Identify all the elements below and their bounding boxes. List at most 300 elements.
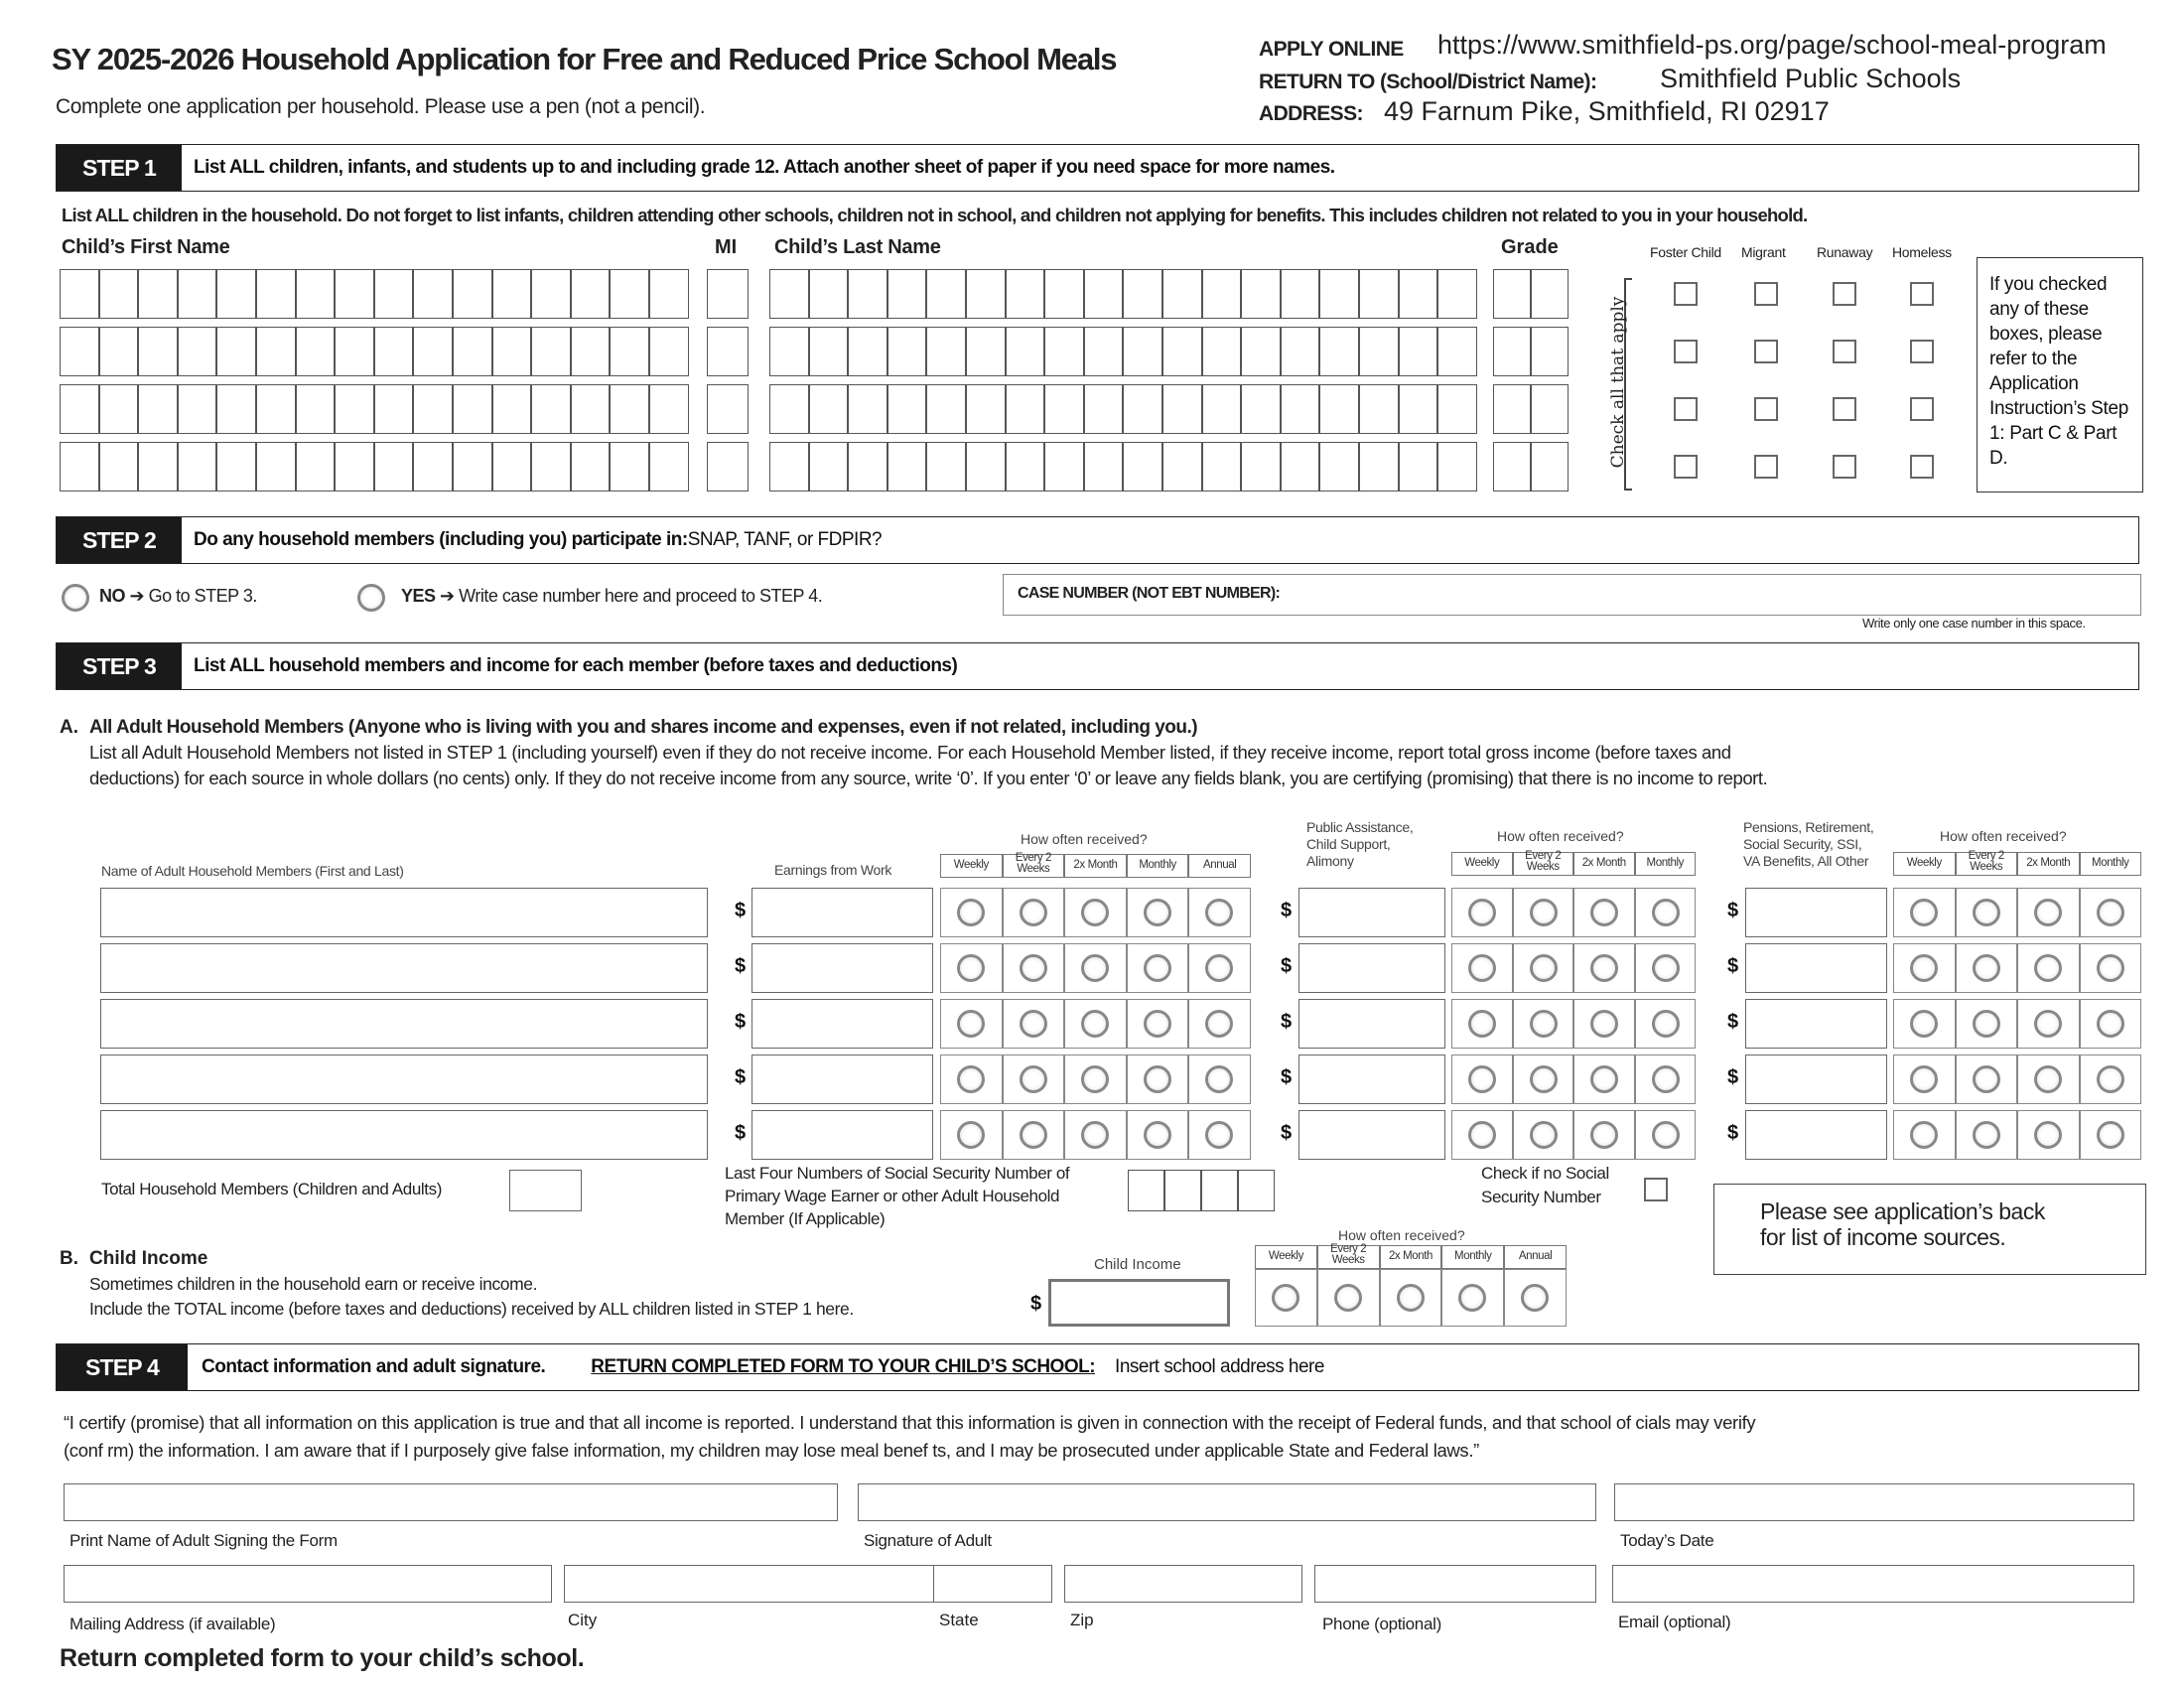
pensions-input[interactable] (1745, 943, 1887, 993)
child-last-name-cell[interactable] (1399, 384, 1438, 434)
child-last-name-cell[interactable] (1241, 442, 1281, 492)
child-first-name-cell[interactable] (610, 269, 649, 319)
child-last-name-cell[interactable] (1399, 442, 1438, 492)
child-first-name-cell[interactable] (649, 269, 689, 319)
child-income-frequency-radio[interactable] (1272, 1284, 1299, 1312)
child-first-name-cell[interactable] (178, 442, 217, 492)
child-first-name-cell[interactable] (492, 269, 532, 319)
work-freq-header (1188, 854, 1251, 878)
child-last-name-cell[interactable] (809, 327, 849, 376)
child-first-name-cell[interactable] (413, 327, 453, 376)
pensions-frequency-radio[interactable] (2034, 899, 2062, 926)
child-first-name-cell[interactable] (413, 442, 453, 492)
child-first-name-cell[interactable] (374, 384, 414, 434)
earnings-frequency-radio[interactable] (1020, 1010, 1047, 1038)
child-first-name-cell[interactable] (99, 327, 139, 376)
adult-name-input[interactable] (100, 1110, 708, 1160)
address-label: ADDRESS: (1259, 102, 1363, 125)
child-first-name-cell[interactable] (256, 327, 296, 376)
child-last-name-cell[interactable] (769, 442, 809, 492)
certify-text-2: (conf rm) the information. I am aware that if I purposely give false information, my children may lose meal benef ts, and I may be prosecuted under applicable State and Federal laws.” (64, 1440, 1479, 1461)
snap-no-label (99, 586, 257, 607)
step3-tag: STEP 3 (57, 643, 182, 689)
apply-online-url[interactable]: https://www.smithfield-ps.org/page/school-meal-program (1437, 30, 2107, 60)
child-mi-cell[interactable] (707, 327, 749, 376)
child-first-name-cell[interactable] (216, 327, 256, 376)
earnings-frequency-radio[interactable] (1144, 1065, 1171, 1093)
child-first-name-cell[interactable] (60, 269, 99, 319)
pensions-frequency-radio[interactable] (1910, 954, 1938, 982)
child-first-name-cell[interactable] (531, 384, 571, 434)
adult-name-input[interactable] (100, 999, 708, 1049)
pensions-frequency-radio[interactable] (2097, 1065, 2124, 1093)
snap-yes-label (401, 586, 822, 607)
foster-child-checkbox[interactable] (1674, 455, 1698, 479)
earnings-frequency-radio[interactable] (1144, 954, 1171, 982)
child-grade-cell[interactable] (1493, 442, 1531, 492)
child-first-name-cell[interactable] (138, 327, 178, 376)
child-first-name-cell[interactable] (571, 269, 611, 319)
child-first-name-cell[interactable] (138, 269, 178, 319)
mailing-address-input[interactable] (64, 1565, 552, 1603)
child-first-name-cell[interactable] (256, 269, 296, 319)
child-last-name-cell[interactable] (1241, 327, 1281, 376)
child-first-name-cell[interactable] (571, 442, 611, 492)
child-first-name-cell[interactable] (216, 384, 256, 434)
child-last-name-cell[interactable] (1084, 269, 1124, 319)
pensions-frequency-radio[interactable] (2097, 954, 2124, 982)
child-last-name-cell[interactable] (1319, 327, 1359, 376)
child-last-name-cell[interactable] (1044, 327, 1084, 376)
runaway-checkbox[interactable] (1833, 455, 1856, 479)
child-last-name-cell[interactable] (1044, 442, 1084, 492)
child-grade-cell[interactable] (1493, 269, 1531, 319)
child-first-name-cell[interactable] (99, 442, 139, 492)
public-dollar: $ (1281, 900, 1293, 921)
child-last-name-cell[interactable] (848, 384, 887, 434)
earnings-frequency-radio[interactable] (957, 954, 985, 982)
child-last-name-cell[interactable] (1241, 269, 1281, 319)
child-last-name-cell[interactable] (887, 327, 927, 376)
public-assistance-input[interactable] (1298, 943, 1445, 993)
child-income-frequency-radio[interactable] (1397, 1284, 1425, 1312)
child-income-frequency-radio[interactable] (1521, 1284, 1549, 1312)
runaway-checkbox[interactable] (1833, 340, 1856, 363)
child-last-name-cell[interactable] (1044, 269, 1084, 319)
public-frequency-radio[interactable] (1652, 1065, 1680, 1093)
child-first-name-cell[interactable] (335, 384, 374, 434)
child-first-name-cell[interactable] (610, 327, 649, 376)
child-first-name-cell[interactable] (335, 442, 374, 492)
public-assistance-input[interactable] (1298, 999, 1445, 1049)
see-back-line-1: Please see application’s back (1760, 1198, 2045, 1224)
child-last-name-cell[interactable] (1084, 442, 1124, 492)
public-frequency-radio[interactable] (1652, 954, 1680, 982)
public-frequency-radio[interactable] (1590, 899, 1618, 926)
child-last-name-cell[interactable] (1437, 442, 1477, 492)
pensions-frequency-radio[interactable] (2097, 1121, 2124, 1149)
form-title: SY 2025-2026 Household Application for Free and Reduced Price School Meals (52, 42, 1117, 76)
child-last-name-cell[interactable] (1044, 384, 1084, 434)
public-frequency-radio[interactable] (1590, 1010, 1618, 1038)
step1-bar (56, 144, 2139, 192)
pensions-frequency-radio[interactable] (1973, 899, 2000, 926)
public-dollar: $ (1281, 1011, 1293, 1033)
child-last-name-cell[interactable] (1399, 327, 1438, 376)
child-first-name-cell[interactable] (335, 269, 374, 319)
child-freq-label: Annual (1518, 1250, 1553, 1262)
public-frequency-radio[interactable] (1530, 1010, 1558, 1038)
public-frequency-radio[interactable] (1530, 1121, 1558, 1149)
migrant-checkbox[interactable] (1754, 455, 1778, 479)
pensions-frequency-radio[interactable] (1910, 1121, 1938, 1149)
state-input[interactable] (933, 1565, 1052, 1603)
earnings-input[interactable] (751, 888, 933, 937)
adult-name-input[interactable] (100, 888, 708, 937)
child-last-name-cell[interactable] (1202, 442, 1242, 492)
child-last-name-cell[interactable] (769, 327, 809, 376)
public-freq-header (1635, 852, 1697, 876)
homeless-checkbox[interactable] (1910, 282, 1934, 306)
pensions-input[interactable] (1745, 1110, 1887, 1160)
public-frequency-radio[interactable] (1590, 954, 1618, 982)
child-last-name-cell[interactable] (887, 384, 927, 434)
child-last-name-cell[interactable] (1123, 384, 1162, 434)
child-last-name-cell[interactable] (1281, 327, 1320, 376)
signature-input[interactable] (858, 1483, 1596, 1521)
child-freq-header (1504, 1245, 1567, 1269)
public-frequency-radio[interactable] (1468, 1065, 1496, 1093)
child-first-name-cell[interactable] (138, 442, 178, 492)
child-last-name-cell[interactable] (1319, 442, 1359, 492)
child-first-name-cell[interactable] (531, 442, 571, 492)
child-income-frequency-radio[interactable] (1334, 1284, 1362, 1312)
child-first-name-cell[interactable] (178, 269, 217, 319)
step4-return-label: RETURN COMPLETED FORM TO YOUR CHILD’S SCHOOL: (591, 1356, 1096, 1377)
snap-yes-radio[interactable] (357, 584, 385, 612)
public-frequency-radio[interactable] (1530, 1065, 1558, 1093)
child-last-name-cell[interactable] (887, 269, 927, 319)
earnings-frequency-radio[interactable] (1144, 1121, 1171, 1149)
child-last-name-cell[interactable] (1437, 384, 1477, 434)
child-first-name-cell[interactable] (571, 384, 611, 434)
total-members-input[interactable] (509, 1170, 582, 1211)
child-first-name-cell[interactable] (649, 442, 689, 492)
zip-input[interactable] (1064, 1565, 1302, 1603)
child-last-name-cell[interactable] (1437, 327, 1477, 376)
child-last-name-cell[interactable] (1281, 384, 1320, 434)
child-grade-cell[interactable] (1531, 442, 1569, 492)
ssn-digit-1[interactable] (1128, 1170, 1164, 1211)
public-assistance-input[interactable] (1298, 888, 1445, 937)
date-input[interactable] (1614, 1483, 2134, 1521)
child-last-name-cell[interactable] (1359, 269, 1399, 319)
child-last-name-cell[interactable] (1359, 327, 1399, 376)
child-last-name-cell[interactable] (1006, 269, 1045, 319)
pensions-frequency-radio[interactable] (1973, 1121, 2000, 1149)
child-last-name-cell[interactable] (1319, 269, 1359, 319)
child-last-name-cell[interactable] (1162, 442, 1202, 492)
migrant-checkbox[interactable] (1754, 340, 1778, 363)
child-last-name-cell[interactable] (848, 327, 887, 376)
child-first-name-cell[interactable] (610, 442, 649, 492)
pensions-frequency-radio[interactable] (1910, 899, 1938, 926)
child-first-name-cell[interactable] (374, 442, 414, 492)
foster-child-checkbox[interactable] (1674, 282, 1698, 306)
child-first-name-cell[interactable] (571, 327, 611, 376)
child-last-name-cell[interactable] (1359, 384, 1399, 434)
runaway-checkbox[interactable] (1833, 282, 1856, 306)
earnings-frequency-radio[interactable] (1020, 899, 1047, 926)
child-first-name-cell[interactable] (492, 384, 532, 434)
child-grade-cell[interactable] (1493, 384, 1531, 434)
no-ssn-label-2: Security Number (1481, 1188, 1601, 1206)
child-first-name-cell[interactable] (453, 442, 492, 492)
case-number-note: Write only one case number in this space. (1862, 616, 2086, 631)
child-mi-cell[interactable] (707, 442, 749, 492)
earnings-input[interactable] (751, 999, 933, 1049)
city-label: City (568, 1611, 598, 1629)
public-frequency-radio[interactable] (1530, 954, 1558, 982)
child-last-name-cell[interactable] (1084, 384, 1124, 434)
pensions-input[interactable] (1745, 999, 1887, 1049)
phone-input[interactable] (1314, 1565, 1596, 1603)
child-last-name-cell[interactable] (809, 442, 849, 492)
child-last-name-cell[interactable] (966, 269, 1006, 319)
child-first-name-cell[interactable] (453, 384, 492, 434)
no-label: NO (99, 586, 125, 606)
child-income-input[interactable] (1048, 1279, 1230, 1327)
earnings-frequency-radio[interactable] (1081, 1010, 1109, 1038)
public-frequency-radio[interactable] (1652, 1121, 1680, 1149)
child-first-name-cell[interactable] (216, 269, 256, 319)
pensions-frequency-radio[interactable] (1910, 1010, 1938, 1038)
child-last-name-cell[interactable] (1084, 327, 1124, 376)
pensions-frequency-radio[interactable] (2097, 899, 2124, 926)
child-first-name-cell[interactable] (138, 384, 178, 434)
child-last-name-cell[interactable] (848, 442, 887, 492)
child-first-name-cell[interactable] (531, 269, 571, 319)
print-name-input[interactable] (64, 1483, 838, 1521)
foster-child-checkbox[interactable] (1674, 397, 1698, 421)
child-first-name-cell[interactable] (99, 384, 139, 434)
earnings-dollar: $ (735, 1011, 747, 1033)
homeless-checkbox[interactable] (1910, 340, 1934, 363)
public-freq-label: Monthly (1646, 857, 1684, 869)
step2-title (194, 517, 882, 563)
child-grade-cell[interactable] (1531, 269, 1569, 319)
child-first-name-cell[interactable] (178, 384, 217, 434)
pensions-input[interactable] (1745, 1055, 1887, 1104)
child-last-name-cell[interactable] (1006, 442, 1045, 492)
child-last-name-cell[interactable] (966, 442, 1006, 492)
snap-no-radio[interactable] (62, 584, 89, 612)
earnings-frequency-radio[interactable] (1081, 1121, 1109, 1149)
child-first-name-cell[interactable] (60, 384, 99, 434)
child-first-name-cell[interactable] (335, 327, 374, 376)
child-first-name-cell[interactable] (256, 442, 296, 492)
child-last-name-cell[interactable] (966, 327, 1006, 376)
child-first-name-cell[interactable] (178, 327, 217, 376)
public-frequency-radio[interactable] (1590, 1065, 1618, 1093)
earnings-frequency-radio[interactable] (957, 899, 985, 926)
pensions-frequency-radio[interactable] (1973, 1010, 2000, 1038)
child-last-name-cell[interactable] (1281, 269, 1320, 319)
child-last-name-cell[interactable] (809, 269, 849, 319)
child-first-name-cell[interactable] (60, 442, 99, 492)
earnings-frequency-radio[interactable] (1020, 1121, 1047, 1149)
earnings-frequency-radio[interactable] (1081, 954, 1109, 982)
pensions-frequency-radio[interactable] (2034, 954, 2062, 982)
part-a-text-2: deductions) for each source in whole dollars (no cents) only. If they do not receive income from any source, write ‘0’. If you enter ‘0’ or leave any fields blank, you are certifying (promising) that there is no income to report. (89, 768, 1768, 788)
child-last-name-cell[interactable] (926, 384, 966, 434)
no-ssn-checkbox[interactable] (1644, 1178, 1668, 1201)
pensions-frequency-radio[interactable] (2034, 1121, 2062, 1149)
adult-name-input[interactable] (100, 1055, 708, 1104)
city-input[interactable] (564, 1565, 935, 1603)
email-input[interactable] (1612, 1565, 2134, 1603)
child-last-name-cell[interactable] (1006, 327, 1045, 376)
step2-bar (56, 516, 2139, 564)
child-first-name-cell[interactable] (453, 269, 492, 319)
child-last-name-cell[interactable] (769, 269, 809, 319)
child-last-name-cell[interactable] (1241, 384, 1281, 434)
earnings-frequency-radio[interactable] (1020, 1065, 1047, 1093)
public-assistance-input[interactable] (1298, 1055, 1445, 1104)
child-last-name-cell[interactable] (1202, 269, 1242, 319)
child-grade-cell[interactable] (1493, 327, 1531, 376)
work-freq-header (1064, 854, 1127, 878)
child-first-name-cell[interactable] (413, 269, 453, 319)
child-first-name-cell[interactable] (453, 327, 492, 376)
child-last-name-cell[interactable] (1202, 327, 1242, 376)
homeless-checkbox[interactable] (1910, 455, 1934, 479)
child-first-name-cell[interactable] (374, 269, 414, 319)
child-last-name-cell[interactable] (1281, 442, 1320, 492)
return-to-value: Smithfield Public Schools (1660, 64, 1962, 93)
public-frequency-radio[interactable] (1652, 1010, 1680, 1038)
child-last-name-cell[interactable] (1162, 327, 1202, 376)
child-mi-cell[interactable] (707, 269, 749, 319)
child-first-name-cell[interactable] (99, 269, 139, 319)
child-first-name-cell[interactable] (531, 327, 571, 376)
child-last-name-cell[interactable] (887, 442, 927, 492)
child-last-name-cell[interactable] (1437, 269, 1477, 319)
child-grade-cell[interactable] (1531, 327, 1569, 376)
pensions-frequency-radio[interactable] (1973, 954, 2000, 982)
earnings-frequency-radio[interactable] (1020, 954, 1047, 982)
adult-name-input[interactable] (100, 943, 708, 993)
public-assistance-input[interactable] (1298, 1110, 1445, 1160)
migrant-checkbox[interactable] (1754, 397, 1778, 421)
runaway-checkbox[interactable] (1833, 397, 1856, 421)
child-last-name-cell[interactable] (809, 384, 849, 434)
earnings-dollar: $ (735, 1122, 747, 1144)
child-last-name-cell[interactable] (1123, 442, 1162, 492)
pensions-frequency-radio[interactable] (1973, 1065, 2000, 1093)
public-dollar: $ (1281, 1122, 1293, 1144)
child-last-name-cell[interactable] (1162, 384, 1202, 434)
public-frequency-radio[interactable] (1468, 1010, 1496, 1038)
earnings-frequency-radio[interactable] (1144, 1010, 1171, 1038)
case-number-field[interactable] (1003, 574, 2141, 616)
foster-child-checkbox[interactable] (1674, 340, 1698, 363)
earnings-input[interactable] (751, 1110, 933, 1160)
earnings-frequency-radio[interactable] (957, 1121, 985, 1149)
child-last-name-cell[interactable] (1123, 327, 1162, 376)
child-last-name-cell[interactable] (1202, 384, 1242, 434)
child-last-name-cell[interactable] (926, 327, 966, 376)
child-first-name-cell[interactable] (649, 327, 689, 376)
migrant-checkbox[interactable] (1754, 282, 1778, 306)
pensions-input[interactable] (1745, 888, 1887, 937)
pensions-frequency-radio[interactable] (1910, 1065, 1938, 1093)
child-first-name-cell[interactable] (296, 269, 336, 319)
public-frequency-radio[interactable] (1468, 899, 1496, 926)
pensions-frequency-radio[interactable] (2097, 1010, 2124, 1038)
child-first-name-cell[interactable] (296, 442, 336, 492)
public-frequency-radio[interactable] (1530, 899, 1558, 926)
child-first-name-cell[interactable] (649, 384, 689, 434)
pensions-frequency-radio[interactable] (2034, 1065, 2062, 1093)
ssn-digit-3[interactable] (1201, 1170, 1238, 1211)
child-last-name-cell[interactable] (769, 384, 809, 434)
col-pensions-3: VA Benefits, All Other (1743, 853, 1869, 869)
child-last-name-cell[interactable] (926, 269, 966, 319)
earnings-input[interactable] (751, 1055, 933, 1104)
child-last-name-cell[interactable] (926, 442, 966, 492)
child-first-name-cell[interactable] (610, 384, 649, 434)
child-first-name-cell[interactable] (492, 442, 532, 492)
child-first-name-cell[interactable] (413, 384, 453, 434)
child-last-name-cell[interactable] (1399, 269, 1438, 319)
child-first-name-cell[interactable] (374, 327, 414, 376)
earnings-frequency-radio[interactable] (1144, 899, 1171, 926)
public-frequency-radio[interactable] (1468, 954, 1496, 982)
child-last-name-cell[interactable] (1006, 384, 1045, 434)
public-frequency-radio[interactable] (1468, 1121, 1496, 1149)
child-last-name-cell[interactable] (1162, 269, 1202, 319)
child-first-name-cell[interactable] (492, 327, 532, 376)
child-last-name-cell[interactable] (1359, 442, 1399, 492)
earnings-frequency-radio[interactable] (1081, 1065, 1109, 1093)
earnings-frequency-radio[interactable] (957, 1065, 985, 1093)
child-first-name-cell[interactable] (296, 384, 336, 434)
signature-label: Signature of Adult (864, 1531, 992, 1550)
child-first-name-cell[interactable] (216, 442, 256, 492)
child-first-name-cell[interactable] (60, 327, 99, 376)
earnings-frequency-radio[interactable] (1081, 899, 1109, 926)
homeless-checkbox[interactable] (1910, 397, 1934, 421)
public-frequency-radio[interactable] (1652, 899, 1680, 926)
child-last-name-cell[interactable] (1123, 269, 1162, 319)
child-mi-cell[interactable] (707, 384, 749, 434)
public-dollar: $ (1281, 1066, 1293, 1088)
child-last-name-cell[interactable] (1319, 384, 1359, 434)
child-grade-cell[interactable] (1531, 384, 1569, 434)
pensions-frequency-radio[interactable] (2034, 1010, 2062, 1038)
earnings-input[interactable] (751, 943, 933, 993)
pensions-freq-header (2080, 852, 2142, 876)
child-first-name-cell[interactable] (296, 327, 336, 376)
ssn-digit-4[interactable] (1238, 1170, 1275, 1211)
earnings-frequency-radio[interactable] (957, 1010, 985, 1038)
child-first-name-cell[interactable] (256, 384, 296, 434)
public-frequency-radio[interactable] (1590, 1121, 1618, 1149)
ssn-digit-2[interactable] (1164, 1170, 1201, 1211)
child-last-name-cell[interactable] (966, 384, 1006, 434)
child-last-name-cell[interactable] (848, 269, 887, 319)
